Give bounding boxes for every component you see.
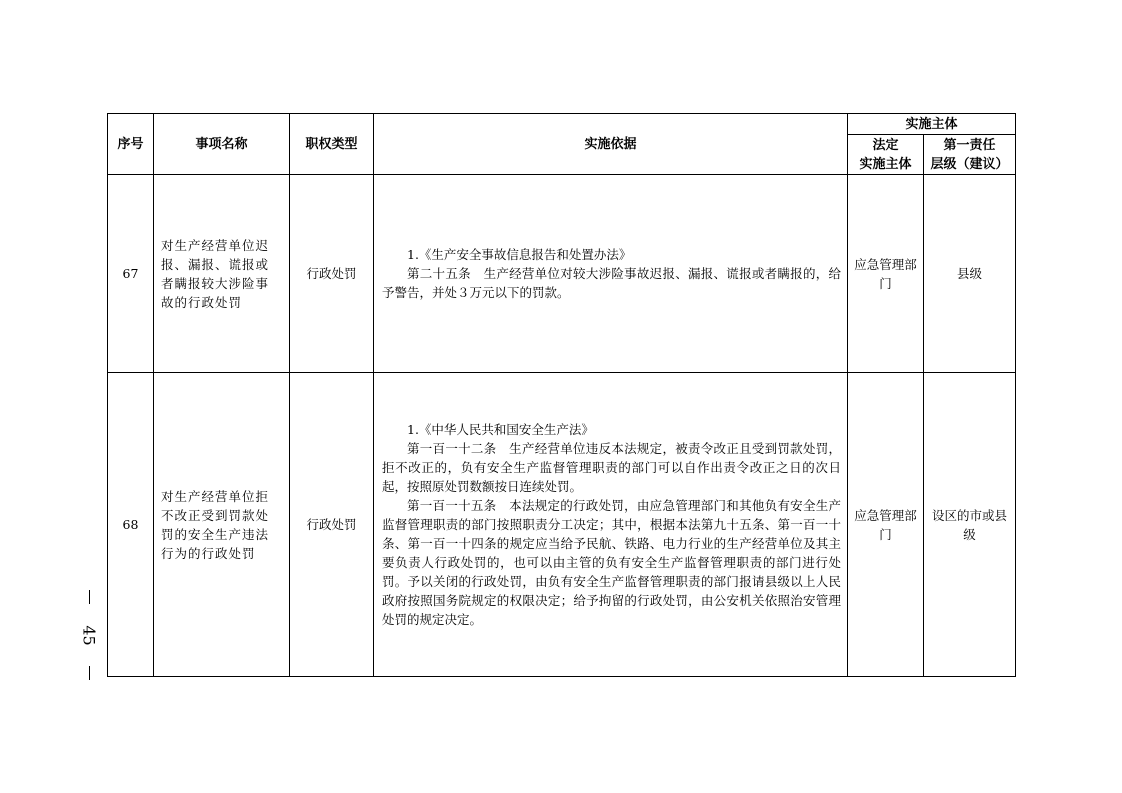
basis-paragraph: 第一百一十二条 生产经营单位违反本法规定，被责令改正且受到罚款处罚，拒不改正的，负有安全生产监督管理职责的部门可以自作出责令改正之日的次日起，按照原处罚数额按日连续处罚。: [382, 441, 841, 494]
row-level: 县级: [924, 175, 1016, 373]
row-legal-subject: 应急管理部门: [848, 373, 924, 677]
header-legal-subject: [848, 135, 924, 175]
page-number-text: 45: [79, 624, 99, 646]
basis-paragraph: 1.《生产安全事故信息报告和处置办法》: [407, 247, 632, 262]
row-seq: 68: [108, 373, 154, 677]
row-type: 行政处罚: [290, 373, 374, 677]
basis-paragraph: 第一百一十五条 本法规定的行政处罚，由应急管理部门和其他负有安全生产监督管理职责的部门按照职责分工决定；其中，根据本法第九十五条、第一百一十条、第一百一十四条的规定应当给予民航、铁路、电力行业的生产经营单位及其主要负责人行政处罚的，也可以由主管的负有安全生产监督管理职责的部门进行处罚。予以关闭的行政处罚，由负有安全生产监督管理职责的部门报请县级以上人民政府按照国务院规定的权限决定；给予拘留的行政处罚，由公安机关依照治安管理处罚的规定决定。: [382, 498, 841, 627]
table-row: [108, 175, 1016, 373]
basis-paragraph: 第二十五条 生产经营单位对较大涉险事故迟报、漏报、谎报或者瞒报的，给予警告，并处３万元以下的罚款。: [382, 266, 841, 300]
header-basis: 实施依据: [374, 114, 848, 175]
basis-paragraph: 1.《中华人民共和国安全生产法》: [407, 422, 594, 437]
row-basis: [374, 373, 848, 677]
page-number-dash-bottom: [89, 666, 90, 680]
header-seq: 序号: [108, 114, 154, 175]
row-legal-subject: 应急管理部门: [848, 175, 924, 373]
header-level-line1: 第一责任: [943, 137, 996, 153]
header-type: 职权类型: [290, 114, 374, 175]
row-name: 对生产经营单位拒不改正受到罚款处罚的安全生产违法行为的行政处罚: [154, 373, 290, 677]
row-basis: [374, 175, 848, 373]
header-name: 事项名称: [154, 114, 290, 175]
header-legal-line1: 法定: [872, 137, 899, 153]
header-row-top: [108, 114, 1016, 135]
row-name: 对生产经营单位迟报、漏报、谎报或者瞒报较大涉险事故的行政处罚: [154, 175, 290, 373]
header-level: [924, 135, 1016, 175]
page-number-dash-top: [89, 590, 90, 604]
row-seq: 67: [108, 175, 154, 373]
row-level: 设区的市或县级: [924, 373, 1016, 677]
row-type: 行政处罚: [290, 175, 374, 373]
table-row: [108, 373, 1016, 677]
header-level-line2: 层级（建议）: [930, 156, 1009, 172]
header-subject: 实施主体: [848, 114, 1016, 135]
enforcement-table: [107, 113, 1016, 677]
page-number: [74, 590, 104, 680]
header-legal-line2: 实施主体: [859, 156, 912, 172]
